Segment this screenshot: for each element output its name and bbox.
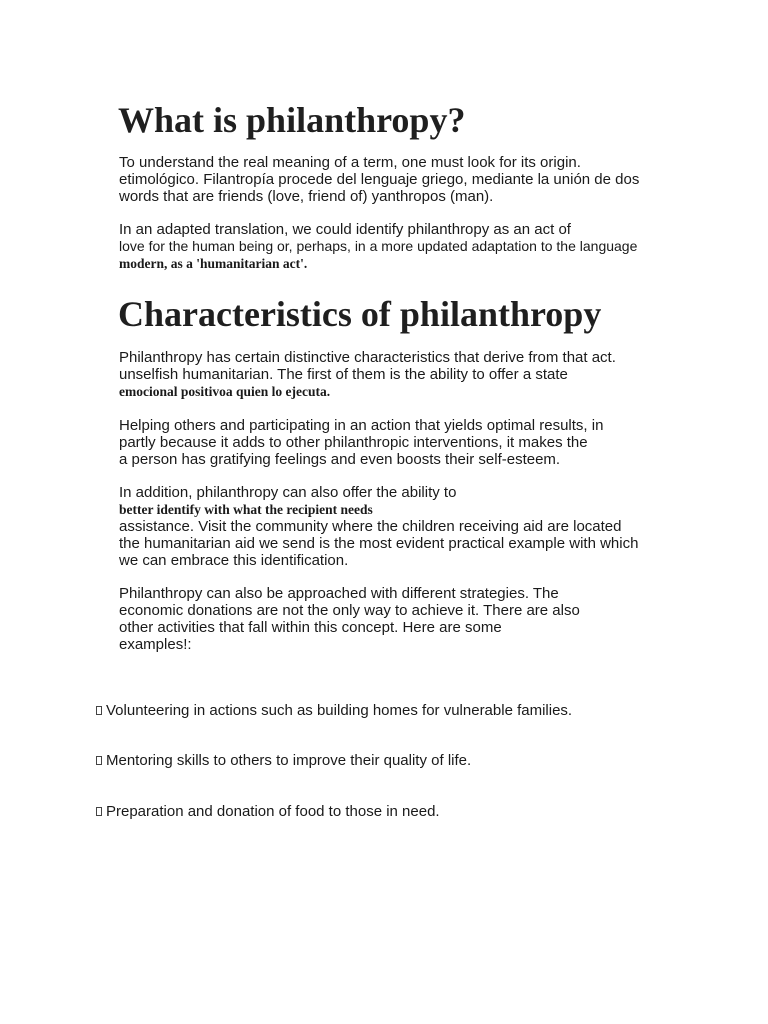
text-line: emocional positivoa quien lo ejecuta. (119, 384, 331, 399)
text-line: love for the human being or, perhaps, in a more updated adaptation to the language (119, 238, 638, 254)
text-line: economic donations are not the only way to achieve it. There are also (119, 602, 580, 619)
text-line: Philanthropy has certain distinctive characteristics that derive from that act. (119, 349, 616, 366)
text-line: assistance. Visit the community where the children receiving aid are located (119, 518, 622, 535)
list-item (96, 702, 572, 720)
paragraph-origin (119, 154, 679, 205)
bullet-box-icon (96, 706, 102, 715)
text-line: words that are friends (love, friend of) yanthropos (man). (119, 188, 494, 205)
list-item-text: Preparation and donation of food to those in need. (106, 803, 440, 820)
text-line: To understand the real meaning of a term, one must look for its origin. (119, 154, 581, 171)
text-line: we can embrace this identification. (119, 552, 349, 569)
list-item-text: Volunteering in actions such as building homes for vulnerable families. (106, 702, 573, 719)
text-line: partly because it adds to other philanthropic interventions, it makes the (119, 434, 588, 451)
text-line: Philanthropy can also be approached with different strategies. The (119, 585, 559, 602)
text-line: other activities that fall within this concept. Here are some (119, 619, 502, 636)
paragraph-translation (119, 221, 679, 272)
text-line: In addition, philanthropy can also offer the ability to (119, 484, 457, 501)
paragraph-characteristics (119, 349, 679, 400)
text-line: a person has gratifying feelings and even boosts their self-esteem. (119, 451, 561, 468)
list-item (96, 752, 471, 770)
text-line: examples!: (119, 636, 192, 653)
text-line: In an adapted translation, we could identify philanthropy as an act of (119, 221, 571, 238)
heading-characteristics: Characteristics of philanthropy (118, 294, 602, 334)
list-item (96, 803, 440, 821)
paragraph-strategies (119, 585, 679, 653)
paragraph-helping-others (119, 417, 679, 468)
text-line: the humanitarian aid we send is the most evident practical example with which (119, 535, 639, 552)
text-line: etimológico. Filantropía procede del lenguaje griego, mediante la unión de dos (119, 171, 640, 188)
heading-what-is-philanthropy: What is philanthropy? (118, 100, 466, 140)
text-line: better identify with what the recipient needs (119, 502, 373, 517)
text-line: Helping others and participating in an action that yields optimal results, in (119, 417, 604, 434)
paragraph-identification (119, 484, 679, 569)
bullet-box-icon (96, 807, 102, 816)
text-line: modern, as a 'humanitarian act'. (119, 256, 308, 271)
list-item-text: Mentoring skills to others to improve their quality of life. (106, 752, 472, 769)
bullet-box-icon (96, 756, 102, 765)
text-line: unselfish humanitarian. The first of them is the ability to offer a state (119, 366, 568, 383)
